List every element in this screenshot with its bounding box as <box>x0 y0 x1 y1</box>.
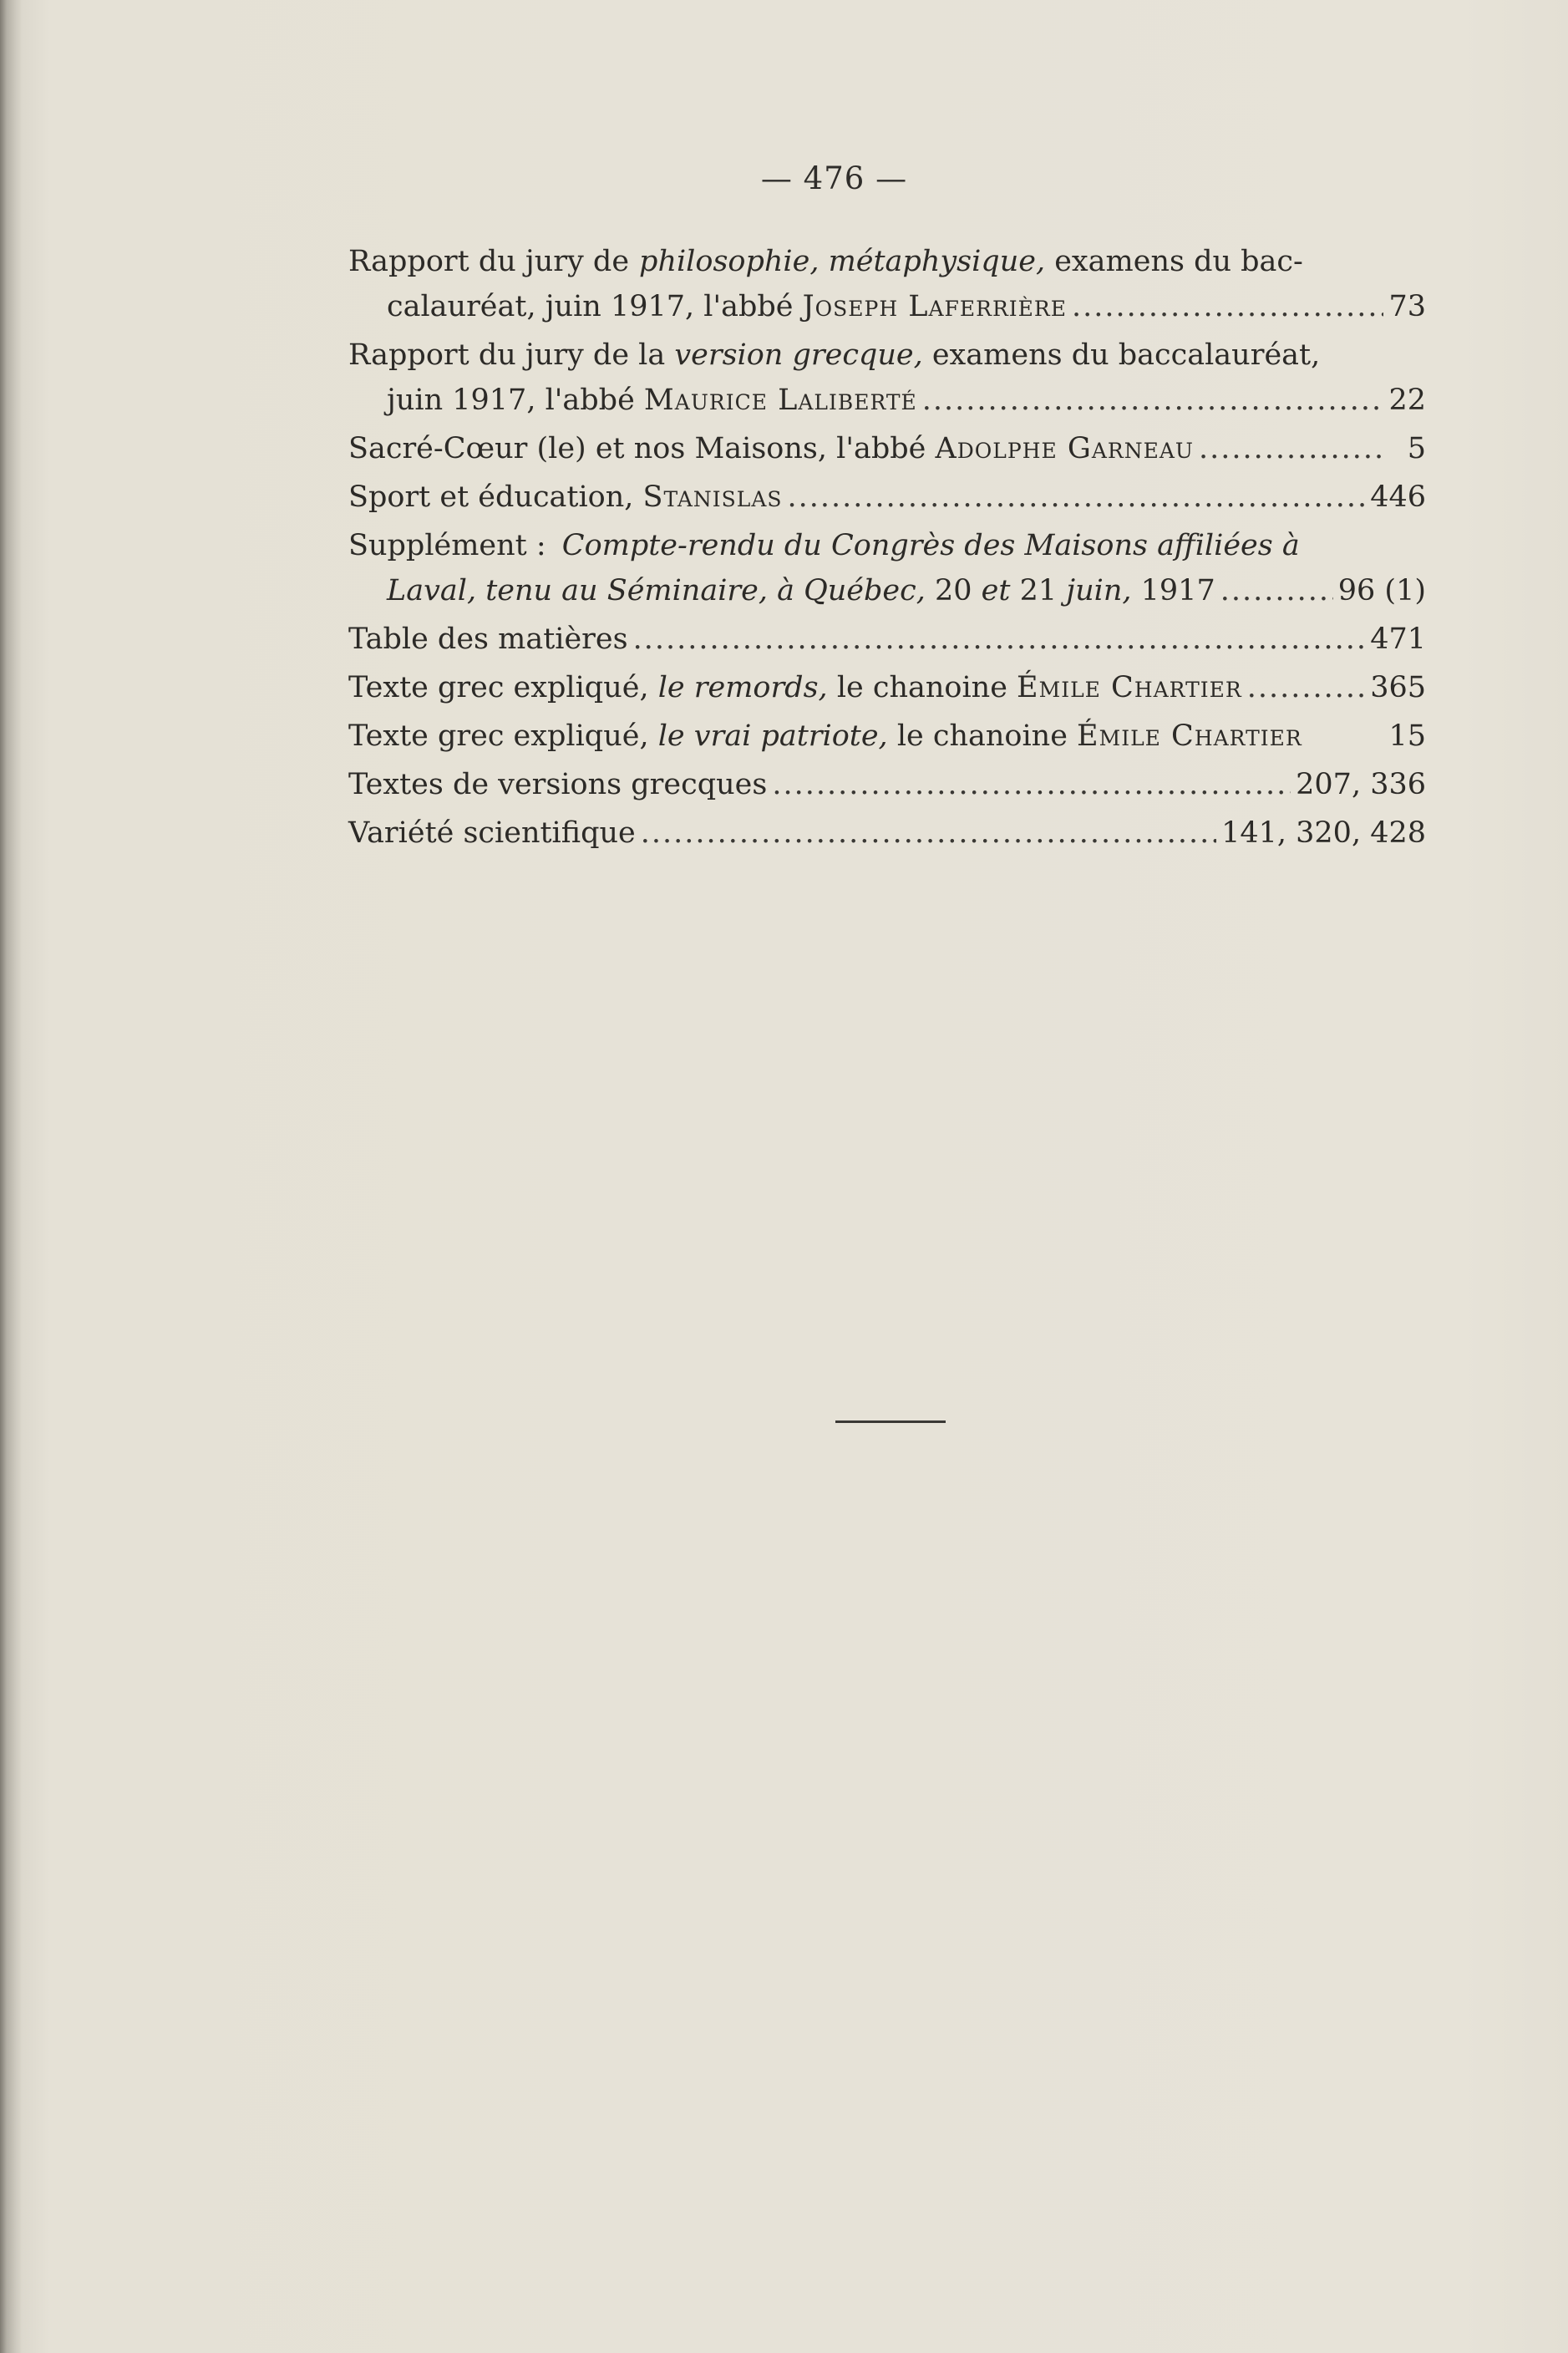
entry-text: juin 1917, l'abbé <box>387 384 644 417</box>
entry-text: 21 <box>1010 574 1067 607</box>
entry-subject-italic: version grecque, <box>674 338 923 372</box>
entry-text: Textes de versions grecques <box>348 768 768 801</box>
entry-page: 446 <box>1370 480 1426 514</box>
index-entry <box>348 426 1426 471</box>
leader-dots <box>1247 665 1365 710</box>
entry-author: Joseph Laferrière <box>802 290 1067 323</box>
entry-subject-italic: philosophie, métaphysique, <box>639 245 1046 278</box>
leader-dots <box>1220 568 1333 613</box>
entry-author: Émile Chartier <box>1077 719 1302 753</box>
entry-text: Texte grec expliqué, <box>348 719 658 753</box>
leader-dots <box>633 617 1366 662</box>
index-entry <box>348 762 1426 807</box>
entry-author: Maurice Laliberté <box>643 384 917 417</box>
leader-dots <box>922 378 1384 423</box>
entry-line <box>348 523 1426 568</box>
entry-page: 141, 320, 428 <box>1221 816 1426 850</box>
entry-text: Sacré-Cœur (le) et nos Maisons, l'abbé <box>348 432 936 465</box>
entry-line <box>348 714 1426 759</box>
entry-text: Sport et éducation, <box>348 480 643 514</box>
entry-line <box>348 568 1426 613</box>
page-number: — 476 — <box>760 160 908 196</box>
entry-line <box>348 239 1426 284</box>
entry-text: examens du bac- <box>1045 245 1303 278</box>
entry-page: 207, 336 <box>1296 768 1426 801</box>
entry-text: Rapport du jury de <box>348 245 630 278</box>
entry-line <box>348 378 1426 423</box>
entry-line <box>348 284 1426 329</box>
entry-page: 22 <box>1388 384 1426 417</box>
entry-text: 1917 <box>1131 574 1215 607</box>
index-entry <box>348 714 1426 759</box>
entry-text: calauréat, juin 1917, l'abbé <box>387 290 803 323</box>
entry-subject-italic: Laval, tenu au Séminaire, à Québec, <box>387 574 926 607</box>
entry-text: le chanoine <box>827 671 1017 704</box>
leader-dots <box>772 762 1291 807</box>
leader-dots <box>641 811 1216 856</box>
entry-text: 20 <box>925 574 982 607</box>
entry-author: Stanislas <box>642 480 783 514</box>
index-entry <box>348 617 1426 662</box>
leader-dots <box>788 475 1366 520</box>
entry-subject-italic: le vrai patriote, <box>657 719 888 753</box>
entry-author: Émile Chartier <box>1017 671 1242 704</box>
entry-text: Rapport du jury de la <box>348 338 675 372</box>
index-entry <box>348 811 1426 856</box>
entry-text: le chanoine <box>887 719 1078 753</box>
index-list <box>348 239 1426 859</box>
entry-page: 73 <box>1388 290 1426 323</box>
entry-line <box>348 333 1426 378</box>
entry-text: Supplément : <box>348 529 556 562</box>
entry-text: Variété scientifique <box>348 816 636 850</box>
index-entry <box>348 239 1426 329</box>
entry-subject-italic: le remords, <box>657 671 828 704</box>
end-rule <box>835 1420 946 1423</box>
entry-page: 5 <box>1407 432 1426 465</box>
entry-text: examens du baccalauréat, <box>922 338 1321 372</box>
entry-subject-italic: juin, <box>1066 574 1132 607</box>
entry-line <box>348 811 1426 856</box>
entry-page: 365 <box>1370 671 1426 704</box>
index-entry <box>348 333 1426 423</box>
entry-author: Adolphe Garneau <box>935 432 1194 465</box>
entry-line <box>348 617 1426 662</box>
entry-page: 471 <box>1370 623 1426 656</box>
index-entry <box>348 665 1426 710</box>
entry-page: 15 <box>1388 719 1426 753</box>
leader-dots <box>1072 284 1383 329</box>
entry-line <box>348 475 1426 520</box>
entry-subject-italic: Compte-rendu du Congrès des Maisons affiliées à <box>561 529 1300 562</box>
entry-line <box>348 762 1426 807</box>
entry-line <box>348 665 1426 710</box>
entry-line <box>348 426 1426 471</box>
entry-text: Texte grec expliqué, <box>348 671 658 704</box>
entry-page: 96 (1) <box>1337 574 1426 607</box>
book-spine-shadow <box>0 0 22 2353</box>
entry-text: Table des matières <box>348 623 628 656</box>
leader-dots <box>1199 426 1388 471</box>
index-entry <box>348 523 1426 613</box>
index-entry <box>348 475 1426 520</box>
entry-subject-italic: et <box>981 574 1011 607</box>
